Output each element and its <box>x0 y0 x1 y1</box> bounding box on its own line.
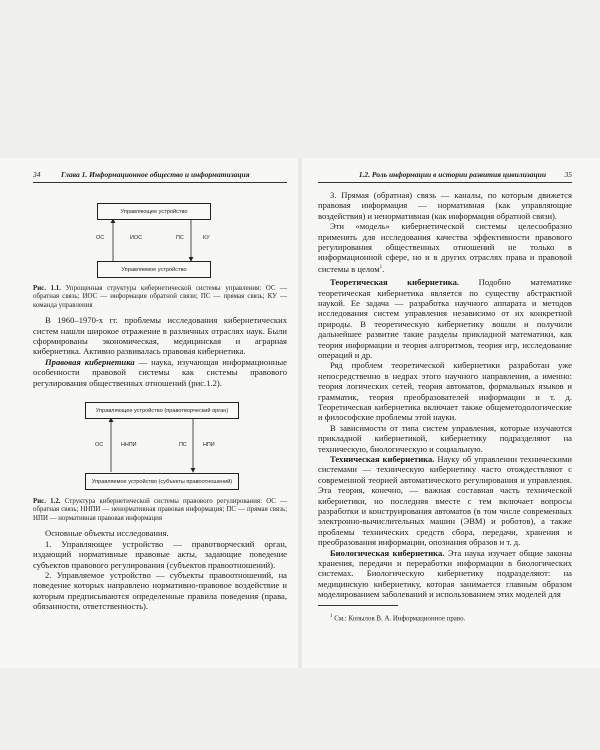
fig2-label-os: ОС <box>95 442 104 449</box>
right-running-head <box>318 170 572 183</box>
left-page <box>33 170 287 612</box>
right-paragraph-3 <box>318 277 572 360</box>
right-paragraph-5: В зависимости от типа систем управления, которые изучаются прикладной кибернетикой, кибернетику подразделяют на техническую, биологическую и социальную. <box>318 422 572 454</box>
fig2-label-nnpi: ННПИ <box>121 442 137 449</box>
right-paragraph-7-text: Эта наука изучает общие законы хранения, передачи и переработки информации в биологических системах. Биологическую кибернетику подразделяют: на медицинскую кибернетику, которая занимается главным образом моделированием заболеваний и использованием этих моделей для <box>318 547 573 600</box>
legal-cybernetics-term: Правовая кибернетика <box>45 356 135 367</box>
left-paragraph-1: В 1960–1970-х гг. проблемы исследования кибернетических систем нашли широкое отражение в различных отраслях наук. Были сформированы экономическая, медицинская и аграрная кибернетика. Активно развивалась правовая кибернетика. <box>33 315 287 357</box>
left-paragraph-3: Основные объекты исследования. <box>45 528 169 539</box>
fig2-label-npi: НПИ <box>203 442 215 449</box>
right-paragraph-3-text: Подобно математике теоретическая кибернетика является по существу абстрактной наукой. Ее задача — разработка научного аппарата и методов исследования систем управления независимо от их конкретной природы. В теоретическую кибернетику вошли и получили дальнейшее развитие такие разделы прикладной математики, как теория информации и теория алгоритмов, теория игр, исследование операций и др. <box>318 277 572 360</box>
figure-1-2-diagram <box>33 396 287 492</box>
footnote <box>318 612 572 625</box>
fig1-label-ios: ИОС <box>130 235 142 241</box>
right-paragraph-2-end: . <box>382 263 385 274</box>
fig1-controlled-device-box: Управляемое устройство <box>97 261 211 278</box>
left-page-number: 34 <box>33 170 41 179</box>
book-gutter <box>297 158 303 668</box>
figure-1-2-caption <box>33 498 287 523</box>
right-paragraph-6 <box>318 454 572 548</box>
left-paragraph-2-text: — наука, изучающая информационные особенности правовой системы как системы правового регулирования общественных отношений (рис.1.2). <box>33 356 287 388</box>
right-page-number: 35 <box>564 170 572 179</box>
left-paragraph-5: 2. Управляемое устройство — субъекты правоотношений, на поведение которых направлено нормативно-правовое воздействие и которым предписываются определенные правила поведения (права, обязанности, ответственность). <box>33 569 287 612</box>
right-paragraph-1: 3. Прямая (обратная) связь — каналы, по которым движется правовая информация — нормативная (как управляющие воздействия) и ненормативная (как информация обратной связи). <box>318 190 572 221</box>
fig1-controlling-device-box: Управляющее устройство <box>97 203 211 220</box>
left-paragraph-4: 1. Управляющее устройство — правотворческий орган, издающий нормативные правовые акты, задающие поведение субъектов правового регулирования (субъектов правоотношений). <box>33 538 287 570</box>
left-running-title: Глава 1. Информационное общество и информатизация <box>61 170 250 179</box>
right-paragraph-6-text: Науку об управлении техническими системами — техническую кибернетику часто отождествляют с современной теорией автоматического регулирования и управления. Эта теория, конечно, — важная составная часть технической кибернетики, но последняя вместе с тем включает вопросы разработки и конструирования автоматов (в том числе современных электронно-вычислительных машин (ЭВМ) и роботов), а также проблемы технических средств сбора, передачи, хранения и преобразования информации, опознания образов и т. д. <box>318 454 572 548</box>
footnote-text: См.: Копылов В. А. Информационное право. <box>332 615 466 622</box>
fig1-caption-number: Рис. 1.1. <box>33 285 61 292</box>
fig2-caption-text: Структура кибернетической системы правового регулирования: ОС — обратная связь; ННПИ — ненормативная правовая информация; ПС — прямая связь; НПИ — нормативная правовая информация <box>33 498 287 522</box>
right-paragraph-4: Ряд проблем теоретической кибернетики разработан уже непосредственно в недрах этого научного направления, а именно: теория логических сетей, теория автоматов, формальных языков и грамматик, теория преобразователей информации и т. д. Теоретическая кибернетика включает также общеметодологические и философские проблемы этой науки. <box>318 360 572 423</box>
left-running-head <box>33 170 287 183</box>
right-paragraph-7 <box>318 548 572 600</box>
footnote-ref: 1 <box>379 264 383 270</box>
fig1-label-ku: КУ <box>203 235 210 241</box>
left-paragraph-2 <box>33 357 287 388</box>
figure-1-1-caption <box>33 285 287 310</box>
fig1-label-os: ОС <box>96 235 105 241</box>
fig2-caption-number: Рис. 1.2. <box>33 498 61 506</box>
right-page <box>318 170 572 624</box>
fig2-legal-subjects-box: Управляемое устройство (субъекты правоотношений) <box>85 473 239 490</box>
footnote-number: 1 <box>330 613 333 619</box>
fig2-label-ps: ПС <box>179 442 187 449</box>
right-running-title: 1.2. Роль информации в истории развития цивилизации <box>358 170 546 179</box>
biological-cybernetics-term: Биологическая кибернетика. <box>330 547 445 558</box>
fig1-label-ps: ПС <box>176 235 184 241</box>
right-paragraph-2-text: Эти «модель» кибернетической системы целесообразно применять для исследования качества эффективности правового регулирования общественных отношений не только в информационной сфере, но и в других отраслях права и правовой системы в целом <box>318 221 572 274</box>
right-paragraph-2 <box>318 221 572 274</box>
figure-1-1-diagram <box>33 193 287 279</box>
technical-cybernetics-term: Техническая кибернетика. <box>330 454 435 465</box>
fig1-caption-text: Упрощенная структура кибернетической системы управления: ОС — обратная связь; ИОС — информация обратной связи; ПС — прямая связь; КУ — команда управления <box>33 285 287 309</box>
theoretical-cybernetics-term: Теоретическая кибернетика. <box>330 277 460 288</box>
fig2-lawmaking-body-box: Управляющее устройство (правотворческий орган) <box>85 402 239 419</box>
footnote-rule <box>318 605 398 606</box>
